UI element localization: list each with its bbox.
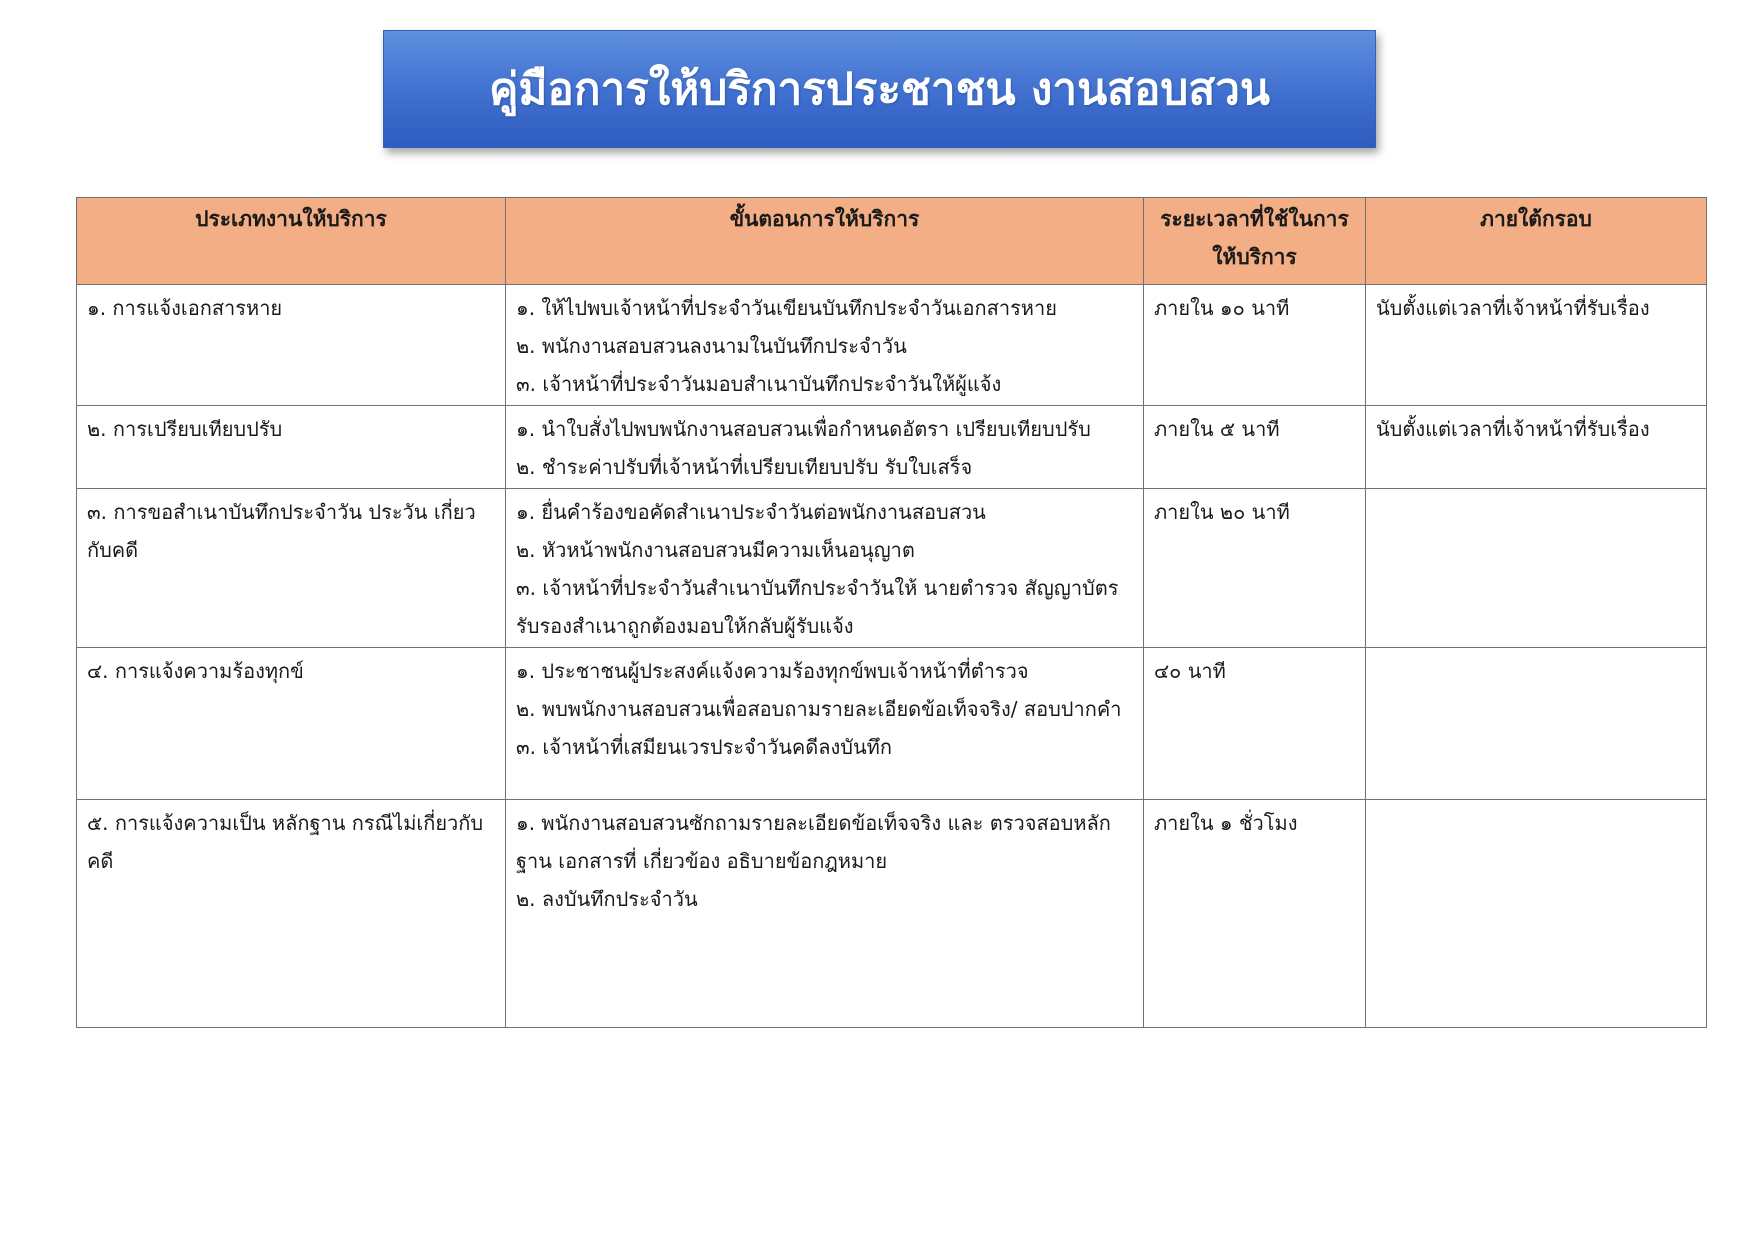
cell-framework bbox=[1366, 406, 1707, 489]
cell-duration bbox=[1144, 406, 1366, 489]
cell-service-steps bbox=[506, 489, 1144, 648]
service-type-text: ๕. การแจ้งความเป็น หลักฐาน กรณีไม่เกี่ยวกับคดี bbox=[87, 811, 484, 873]
step-item: ๑. ประชาชนผู้ประสงค์แจ้งความร้องทุกข์พบเจ้าหน้าที่ตำรวจ bbox=[516, 659, 1029, 683]
step-item: ๒. หัวหน้าพนักงานสอบสวนมีความเห็นอนุญาต bbox=[516, 538, 915, 562]
step-item: ๒. พนักงานสอบสวนลงนามในบันทึกประจำวัน bbox=[516, 334, 907, 358]
step-item: ๓. เจ้าหน้าที่ประจำวันมอบสำเนาบันทึกประจำวันให้ผู้แจ้ง bbox=[516, 372, 1002, 396]
cell-duration bbox=[1144, 285, 1366, 406]
header-framework: ภายใต้กรอบ bbox=[1366, 198, 1707, 285]
cell-service-type bbox=[77, 800, 506, 1028]
table-row bbox=[77, 648, 1707, 800]
cell-framework bbox=[1366, 489, 1707, 648]
step-item: ๑. พนักงานสอบสวนซักถามรายละเอียดข้อเท็จจริง และ ตรวจสอบหลักฐาน เอกสารที่ เกี่ยวข้อง อธิบายข้อกฎหมาย bbox=[516, 811, 1111, 873]
cell-framework bbox=[1366, 800, 1707, 1028]
cell-service-type bbox=[77, 406, 506, 489]
cell-service-steps bbox=[506, 285, 1144, 406]
cell-service-type bbox=[77, 489, 506, 648]
cell-framework bbox=[1366, 285, 1707, 406]
cell-service-type bbox=[77, 285, 506, 406]
step-item: ๑. ให้ไปพบเจ้าหน้าที่ประจำวันเขียนบันทึกประจำวันเอกสารหาย bbox=[516, 296, 1057, 320]
cell-framework bbox=[1366, 648, 1707, 800]
header-duration: ระยะเวลาที่ใช้ในการให้บริการ bbox=[1144, 198, 1366, 285]
cell-duration bbox=[1144, 648, 1366, 800]
table-row bbox=[77, 489, 1707, 648]
service-type-text: ๒. การเปรียบเทียบปรับ bbox=[87, 417, 283, 441]
framework-text: นับตั้งแต่เวลาที่เจ้าหน้าที่รับเรื่อง bbox=[1376, 296, 1650, 320]
table-row bbox=[77, 800, 1707, 1028]
duration-text: ภายใน ๒๐ นาที bbox=[1154, 500, 1290, 524]
cell-duration bbox=[1144, 489, 1366, 648]
step-item: ๓. เจ้าหน้าที่ประจำวันสำเนาบันทึกประจำวันให้ นายตำรวจ สัญญาบัตรรับรองสำเนาถูกต้องมอบให้กลับผู้รับแจ้ง bbox=[516, 576, 1119, 638]
header-service-steps: ขั้นตอนการให้บริการ bbox=[506, 198, 1144, 285]
table-row bbox=[77, 406, 1707, 489]
table-row bbox=[77, 285, 1707, 406]
title-banner bbox=[383, 30, 1376, 148]
framework-text: นับตั้งแต่เวลาที่เจ้าหน้าที่รับเรื่อง bbox=[1376, 417, 1650, 441]
cell-service-steps bbox=[506, 800, 1144, 1028]
step-item: ๒. พบพนักงานสอบสวนเพื่อสอบถามรายละเอียดข้อเท็จจริง/ สอบปากคำ bbox=[516, 697, 1122, 721]
step-item: ๒. ชำระค่าปรับที่เจ้าหน้าที่เปรียบเทียบปรับ รับใบเสร็จ bbox=[516, 455, 973, 479]
cell-service-steps bbox=[506, 648, 1144, 800]
step-item: ๑. ยื่นคำร้องขอคัดสำเนาประจำวันต่อพนักงานสอบสวน bbox=[516, 500, 986, 524]
service-type-text: ๑. การแจ้งเอกสารหาย bbox=[87, 296, 283, 320]
service-table bbox=[76, 197, 1707, 1028]
header-service-type: ประเภทงานให้บริการ bbox=[77, 198, 506, 285]
page-title: คู่มือการให้บริการประชาชน งานสอบสวน bbox=[488, 64, 1271, 115]
service-type-text: ๓. การขอสำเนาบันทึกประจำวัน ประวัน เกี่ยวกับคดี bbox=[87, 500, 476, 562]
duration-text: ภายใน ๕ นาที bbox=[1154, 417, 1280, 441]
cell-service-steps bbox=[506, 406, 1144, 489]
duration-text: ๔๐ นาที bbox=[1154, 659, 1226, 683]
duration-text: ภายใน ๑ ชั่วโมง bbox=[1154, 811, 1298, 835]
service-type-text: ๔. การแจ้งความร้องทุกข์ bbox=[87, 659, 304, 683]
duration-text: ภายใน ๑๐ นาที bbox=[1154, 296, 1290, 320]
table-header-row bbox=[77, 198, 1707, 285]
step-item: ๓. เจ้าหน้าที่เสมียนเวรประจำวันคดีลงบันทึก bbox=[516, 735, 892, 759]
cell-duration bbox=[1144, 800, 1366, 1028]
step-item: ๑. นำใบสั่งไปพบพนักงานสอบสวนเพื่อกำหนดอัตรา เปรียบเทียบปรับ bbox=[516, 417, 1091, 441]
cell-service-type bbox=[77, 648, 506, 800]
step-item: ๒. ลงบันทึกประจำวัน bbox=[516, 887, 698, 911]
